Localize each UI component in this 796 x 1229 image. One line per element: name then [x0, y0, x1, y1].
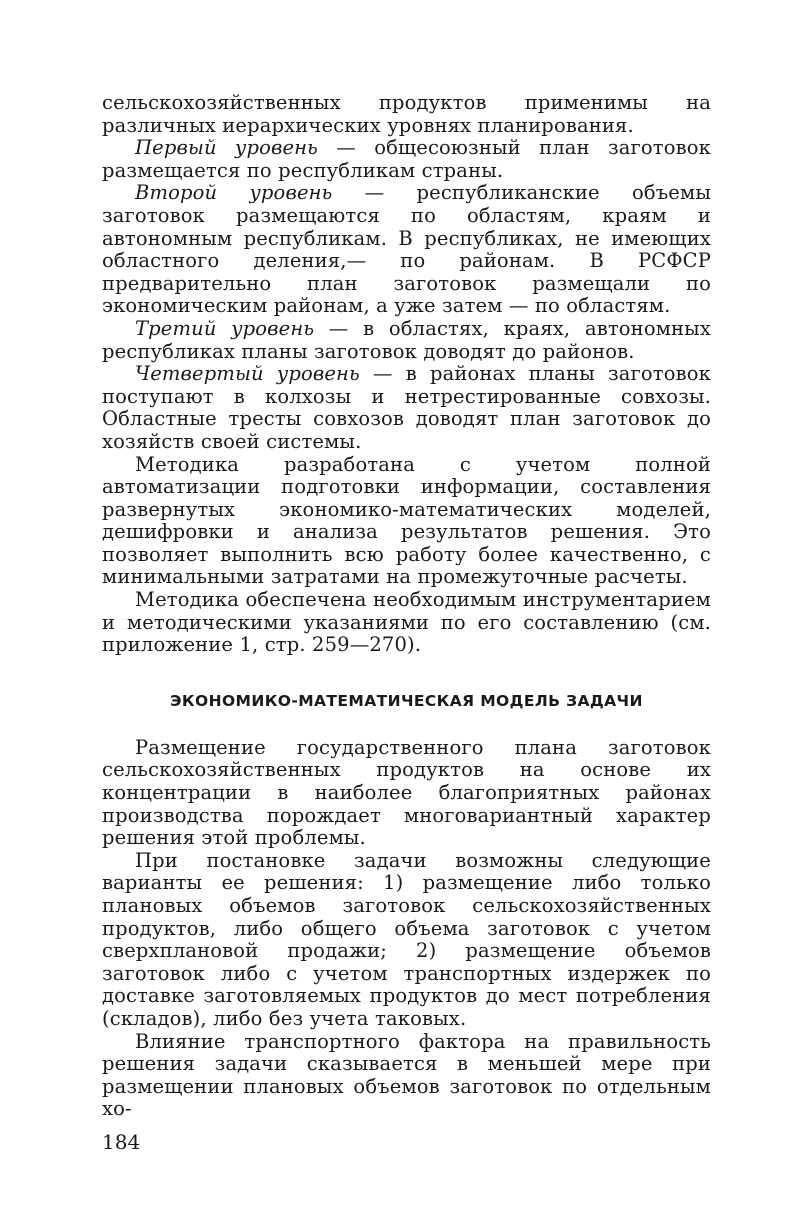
paragraph-transport: Влияние транспортного фактора на правильность решения задачи сказывается в меньшей мере при размещении плановых объемов заготовок по отдельным хо- — [102, 1029, 711, 1121]
paragraph-level-3 — [102, 318, 711, 363]
level-3-text: — в областях, краях, автономных республиках планы заготовок доводят до районов. — [102, 316, 711, 363]
paragraph-intro: сельскохозяйственных продуктов применимы на различных иерархических уровнях планирования. — [102, 91, 711, 137]
level-1-label: Первый уровень — [135, 136, 318, 160]
level-4-label: Четвертый уровень — [135, 362, 360, 386]
level-3-label: Третий уровень — [135, 316, 315, 340]
level-4-text: — в районах планы заготовок поступают в колхозы и нетрестированные совхозы. Областные тресты совхозов доводят план заготовок до хозяйств своей системы. — [102, 362, 711, 453]
paragraph-level-4 — [102, 363, 711, 453]
paragraph-placement: Размещение государственного плана заготовок сельскохозяйственных продуктов на основе их концентрации в наиболее благоприятных районах производства порождает многовариантный характер решения этой проблемы. — [102, 735, 711, 850]
paragraph-level-2 — [102, 182, 711, 318]
paragraph-methodology: Методика разработана с учетом полной автоматизации подготовки информации, составления развернутых экономико-математических моделей, дешифровки и анализа результатов решения. Это позволяет выполнить всю работу более качественно, с минимальными затратами на промежуточные расчеты. — [102, 452, 711, 589]
section-heading: ЭКОНОМИКО-МАТЕМАТИЧЕСКАЯ МОДЕЛЬ ЗАДАЧИ — [170, 691, 643, 710]
paragraph-level-1 — [102, 137, 711, 182]
paragraph-variants: При постановке задачи возможны следующие варианты ее решения: 1) размещение либо только плановых объемов заготовок сельскохозяйственных продуктов, либо общего объема заготовок с учетом сверхплановой продажи; 2) размещение объемов заготовок либо с учетом транспортных издержек по доставке заготовляемых продуктов до мест потребления (складов), либо без учета таковых. — [102, 848, 711, 1030]
level-2-text: — республиканские объемы заготовок размещаются по областям, краям и автономным республикам. В республиках, не имеющих областного деления,— по районам. В РСФСР предварительно план заготовок размещали по экономическим районам, а уже затем — по областям. — [102, 181, 711, 318]
page-body — [102, 92, 711, 1121]
level-1-text: — общесоюзный план заготовок размещается по республикам страны. — [102, 136, 711, 182]
page-number: 184 — [102, 1130, 141, 1154]
level-2-label: Второй уровень — [135, 181, 333, 205]
paragraph-methodology-tools: Методика обеспечена необходимым инструментарием и методическими указаниями по его составлению (см. приложение 1, стр. 259—270). — [102, 588, 711, 657]
